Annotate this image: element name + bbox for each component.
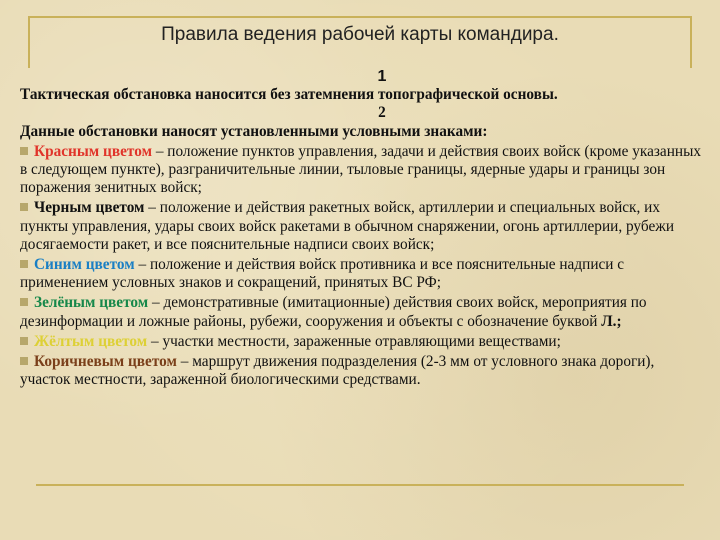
list-item-red (20, 143, 704, 198)
item-text-green-tail: Л.; (601, 312, 622, 330)
item-text-green: – демонстративные (имитационные) действия своих войск, мероприятия по дезинформации и ложные районы, рубежи, сооружения и объекты с обозначение буквой (20, 294, 647, 330)
bullet-icon (20, 260, 28, 268)
page-title: Правила ведения рабочей карты командира. (161, 24, 559, 45)
color-label-black: Черным цветом (34, 199, 145, 217)
bullet-icon (20, 147, 28, 155)
color-label-blue: Синим цветом (34, 256, 135, 274)
color-label-brown: Коричневым цветом (34, 353, 177, 371)
color-label-yellow: Жёлтым цветом (34, 332, 148, 350)
list-item-green (20, 294, 704, 330)
list-item-brown (20, 353, 704, 389)
list-item-black (20, 199, 704, 254)
list-item-blue (20, 256, 704, 292)
item-text-yellow: – участки местности, зараженные отравляющими веществами; (147, 332, 561, 350)
rule-2-text: Данные обстановки наносят установленными условными знаками: (20, 122, 488, 140)
bullet-icon (20, 357, 28, 365)
rule-1-text: Тактическая обстановка наносится без затемнения топографической основы. (20, 86, 558, 104)
item-text-brown: – маршрут движения подразделения (2-3 мм от условного знака дороги), участок местности, зараженной биологическими средствами. (20, 353, 655, 389)
bullet-icon (20, 337, 28, 345)
bullet-icon (20, 298, 28, 306)
frame-bottom-line (36, 484, 684, 486)
bullet-icon (20, 203, 28, 211)
rules-content (20, 66, 704, 389)
rule-number-2: 2 (378, 104, 386, 122)
item-text-black: – положение и действия ракетных войск, артиллерии и специальных войск, их пункты управления, удары своих войск ракетами в обычном снаряжении, огонь артиллерии, рубежи досягаемости ракет, и все пояснительные надписи своих войск; (20, 199, 675, 253)
item-text-blue: – положение и действия войск противника и все пояснительные надписи с применением условных знаков и сокращений, принятых ВС РФ; (20, 256, 625, 292)
color-label-red: Красным цветом (34, 142, 152, 160)
frame-top-line (28, 16, 692, 18)
rule-number-1: 1 (377, 68, 387, 85)
color-label-green: Зелёным цветом (34, 294, 149, 312)
list-item-yellow (20, 333, 704, 351)
item-text-red: – положение пунктов управления, задачи и действия своих войск (кроме указанных в следующем пункте), разграничительные линии, тыловые границы, ядерные удары и границы зон поражения зенитных войск; (20, 142, 701, 197)
